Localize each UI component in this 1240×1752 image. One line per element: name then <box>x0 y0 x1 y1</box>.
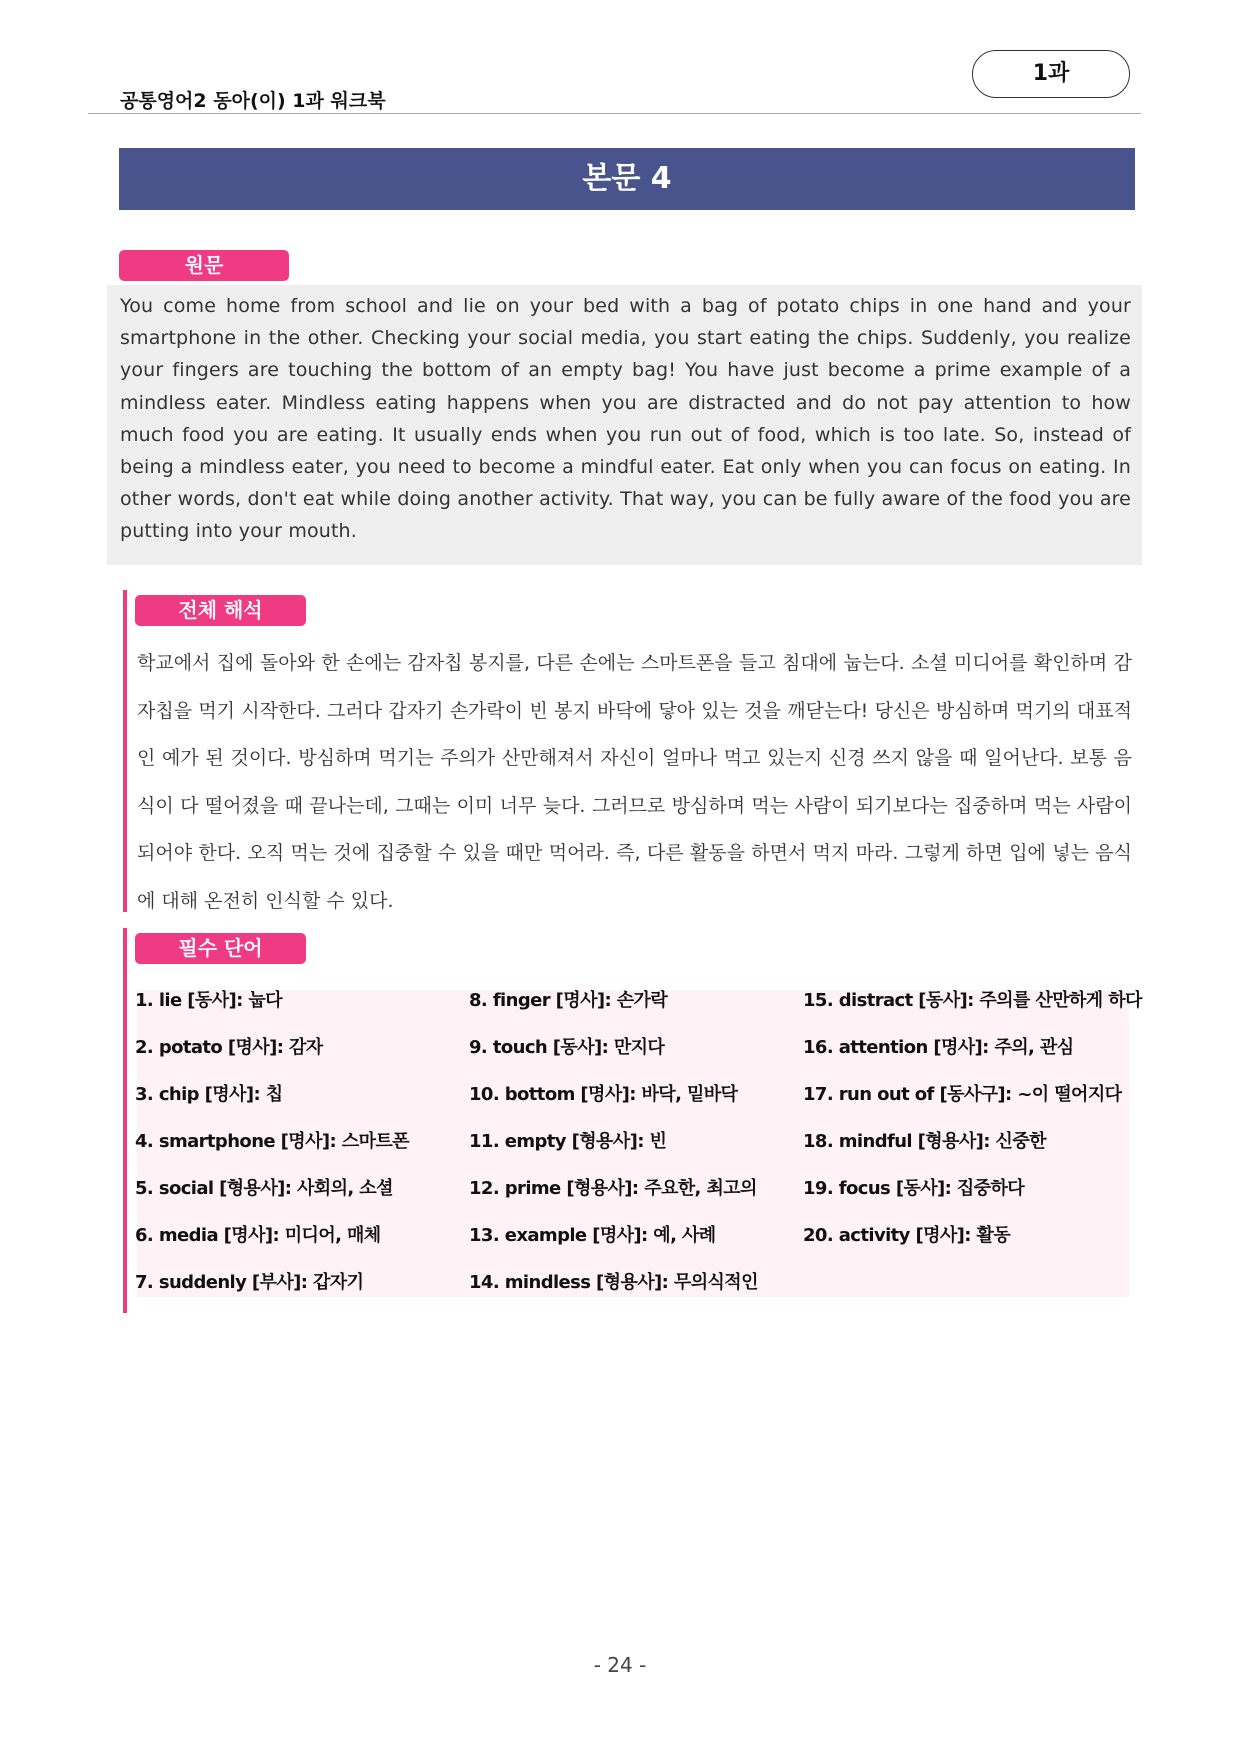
vocab-item: 2. potato [명사]: 감자 <box>135 1037 323 1058</box>
page-number: - 24 - <box>593 1653 647 1677</box>
vocab-item: 8. finger [명사]: 손가락 <box>469 990 668 1011</box>
original-tag: 원문 <box>119 250 289 281</box>
header-title: 공통영어2 동아(이) 1과 워크북 <box>120 90 386 112</box>
header-divider <box>88 113 1141 114</box>
lesson-badge: 1과 <box>972 50 1130 98</box>
vocab-item: 5. social [형용사]: 사회의, 소셜 <box>135 1178 393 1199</box>
vocab-item: 16. attention [명사]: 주의, 관심 <box>803 1037 1074 1058</box>
vocab-item: 11. empty [형용사]: 빈 <box>469 1131 667 1152</box>
vocab-item: 14. mindless [형용사]: 무의식적인 <box>469 1272 758 1293</box>
vocab-item: 20. activity [명사]: 활동 <box>803 1225 1011 1246</box>
vocab-item: 7. suddenly [부사]: 갑자기 <box>135 1272 364 1293</box>
original-passage: You come home from school and lie on your bed with a bag of potato chips in one hand and your smartphone in the other. Checking your social media, you start eating the chips. Suddenly, you realize your fingers are touching the bottom of an empty bag! You have just become a prime example of a mindless eater. Mindless eating happens when you are distracted and do not pay attention to how much food you are eating. It usually ends when you run out of food, which is too late. So, instead of being a mindless eater, you need to become a mindful eater. Eat only when you can focus on eating. In other words, don't eat while doing another activity. That way, you can be fully aware of the food you are putting into your mouth. <box>120 295 1131 543</box>
vocabulary-accent-bar <box>123 928 127 1313</box>
vocab-item: 3. chip [명사]: 칩 <box>135 1084 283 1105</box>
vocab-item: 9. touch [동사]: 만지다 <box>469 1037 665 1058</box>
translation-tag: 전체 해석 <box>135 595 306 626</box>
vocab-item: 13. example [명사]: 예, 사례 <box>469 1225 716 1246</box>
vocab-item: 6. media [명사]: 미디어, 매체 <box>135 1225 381 1246</box>
vocab-item: 17. run out of [동사구]: ~이 떨어지다 <box>803 1084 1122 1105</box>
vocab-item: 19. focus [동사]: 집중하다 <box>803 1178 1025 1199</box>
vocab-item: 18. mindful [형용사]: 신중한 <box>803 1131 1046 1152</box>
translation-passage: 학교에서 집에 돌아와 한 손에는 감자칩 봉지를, 다른 손에는 스마트폰을 들고 침대에 눕는다. 소셜 미디어를 확인하며 감자칩을 먹기 시작한다. 그러다 갑자기 손가락이 빈 봉지 바닥에 닿아 있는 것을 깨닫는다! 당신은 방심하며 먹기의 대표적인 예가 된 것이다. 방심하며 먹기는 주의가 산만해져서 자신이 얼마나 먹고 있는지 신경 쓰지 않을 때 일어난다. 보통 음식이 다 떨어졌을 때 끝나는데, 그때는 이미 너무 늦다. 그러므로 방심하며 먹는 사람이 되기보다는 집중하며 먹는 사람이 되어야 한다. 오직 먹는 것에 집중할 수 있을 때만 먹어라. 즉, 다른 활동을 하면서 먹지 마라. 그렇게 하면 입에 넣는 음식에 대해 온전히 인식할 수 있다. <box>137 652 1132 912</box>
vocabulary-tag: 필수 단어 <box>135 933 306 964</box>
vocab-item: 12. prime [형용사]: 주요한, 최고의 <box>469 1178 757 1199</box>
vocab-item: 4. smartphone [명사]: 스마트폰 <box>135 1131 409 1152</box>
vocab-item: 15. distract [동사]: 주의를 산만하게 하다 <box>803 990 1142 1011</box>
vocab-item: 10. bottom [명사]: 바닥, 밑바닥 <box>469 1084 738 1105</box>
section-banner: 본문 4 <box>119 148 1135 210</box>
vocab-item: 1. lie [동사]: 눕다 <box>135 990 282 1011</box>
translation-accent-bar <box>123 590 127 912</box>
